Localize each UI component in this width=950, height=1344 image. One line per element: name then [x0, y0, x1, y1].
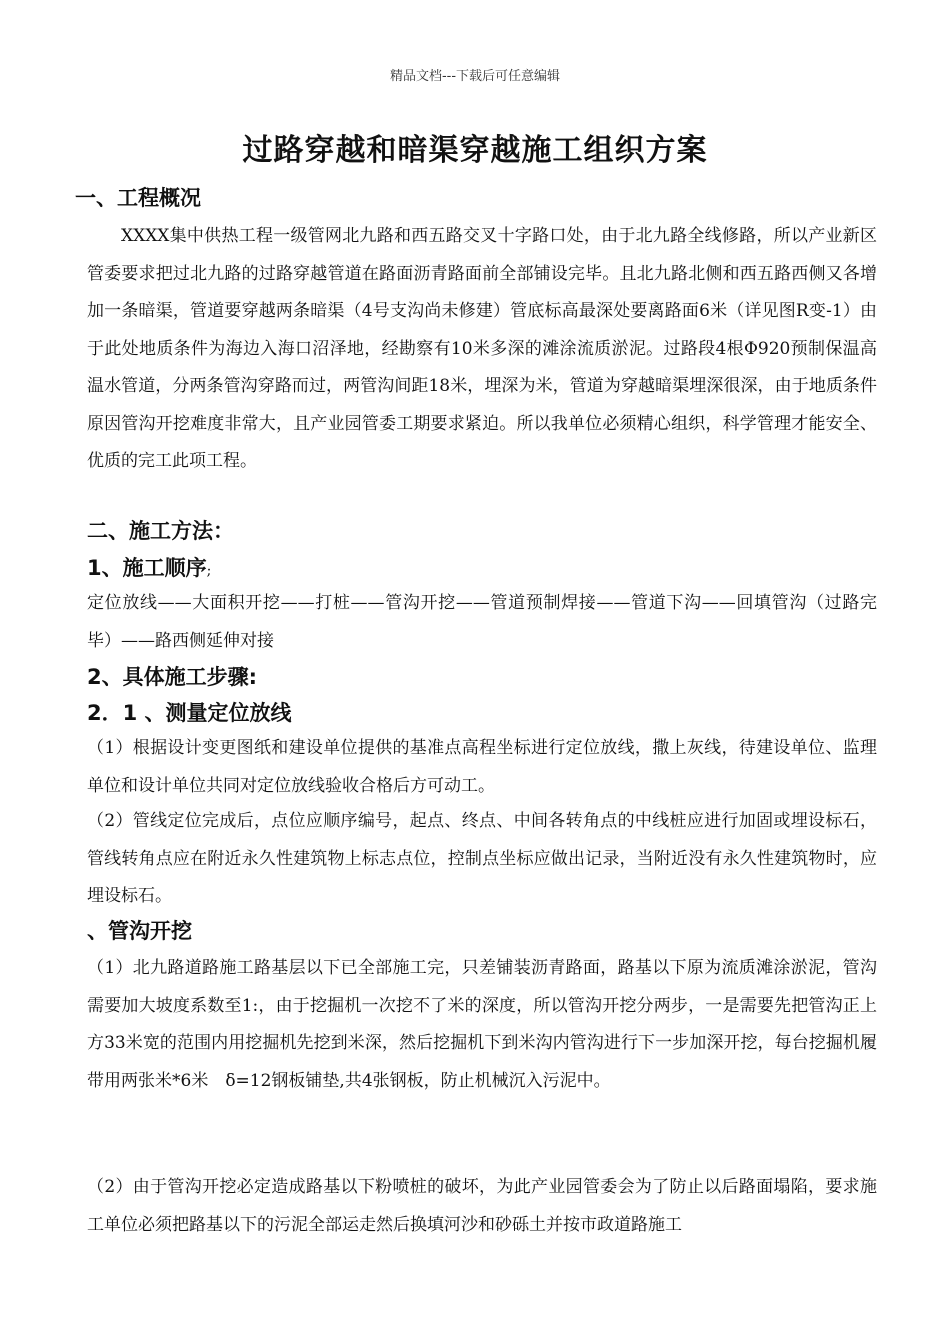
section1-heading: 一、工程概况: [75, 186, 201, 210]
section1-paragraph: XXXX集中供热工程一级管网北九路和西五路交叉十字路口处，由于北九路全线修路，所以产业新区管委要求把过北九路的过路穿越管道在路面沥青路面前全部铺设完毕。且北九路北侧和西五路西侧又各增加一条暗渠，管道要穿越两条暗渠（4号支沟尚未修建）管底标高最深处要离路面6米（详见图R变-1）由于此处地质条件为海边入海口沼泽地，经勘察有10米多深的滩涂流质淤泥。过路段4根Φ920预制保温高温水管道，分两条管沟穿路而过，两管沟间距18米，埋深为米，管道为穿越暗渠埋深很深，由于地质条件原因管沟开挖难度非常大，且产业园管委工期要求紧迫。所以我单位必须精心组织，科学管理才能安全、优质的完工此项工程。: [87, 226, 877, 471]
step-2-2-paragraph-1: （1）北九路道路施工路基层以下已全部施工完，只差铺装沥青路面，路基以下原为流质滩涂淤泥，管沟需要加大坡度系数至1:，由于挖掘机一次挖不了米的深度，所以管沟开挖分两步，一是需要先把管沟正上方33米宽的范围内用挖掘机先挖到米深，然后挖掘机下到米沟内管沟进行下一步加深开挖，每台挖掘机履带用两张米*6米 δ=12钢板铺垫,共4张钢板，防止机械沉入污泥中。: [87, 958, 877, 1091]
construction-order-text: 定位放线——大面积开挖——打桩——管沟开挖——管道预制焊接——管道下沟——回填管沟（过路完毕）——路西侧延伸对接: [87, 593, 877, 651]
construction-order-heading-text: 1、施工顺序: [87, 556, 207, 580]
step-2-1-paragraph-2: （2）管线定位完成后，点位应顺序编号，起点、终点、中间各转角点的中线桩应进行加固或埋设标石，管线转角点应在附近永久性建筑物上标志点位，控制点坐标应做出记录，当附近没有永久性建筑物时，应埋设标石。: [87, 811, 877, 906]
step-2-2-heading: 、管沟开挖: [87, 919, 192, 943]
step-2-1-heading: 2．1 、测量定位放线: [87, 701, 292, 725]
page-header: 精品文档---下载后可任意编辑: [389, 69, 561, 84]
construction-order-heading: [87, 552, 211, 582]
step-2-2-paragraph-2: （2）由于管沟开挖必定造成路基以下粉喷桩的破坏，为此产业园管委会为了防止以后路面塌陷，要求施工单位必须把路基以下的污泥全部运走然后换填河沙和砂砾土并按市政道路施工: [87, 1177, 877, 1235]
construction-steps-heading: 2、具体施工步骤:: [87, 665, 258, 689]
step-2-1-paragraph-1: （1）根据设计变更图纸和建设单位提供的基准点高程坐标进行定位放线，撒上灰线，待建设单位、监理单位和设计单位共同对定位放线验收合格后方可动工。: [87, 738, 877, 796]
section2-heading: 二、施工方法：: [87, 519, 234, 543]
document-title: 过路穿越和暗渠穿越施工组织方案: [242, 133, 708, 168]
construction-order-suffix: ;: [206, 563, 212, 579]
